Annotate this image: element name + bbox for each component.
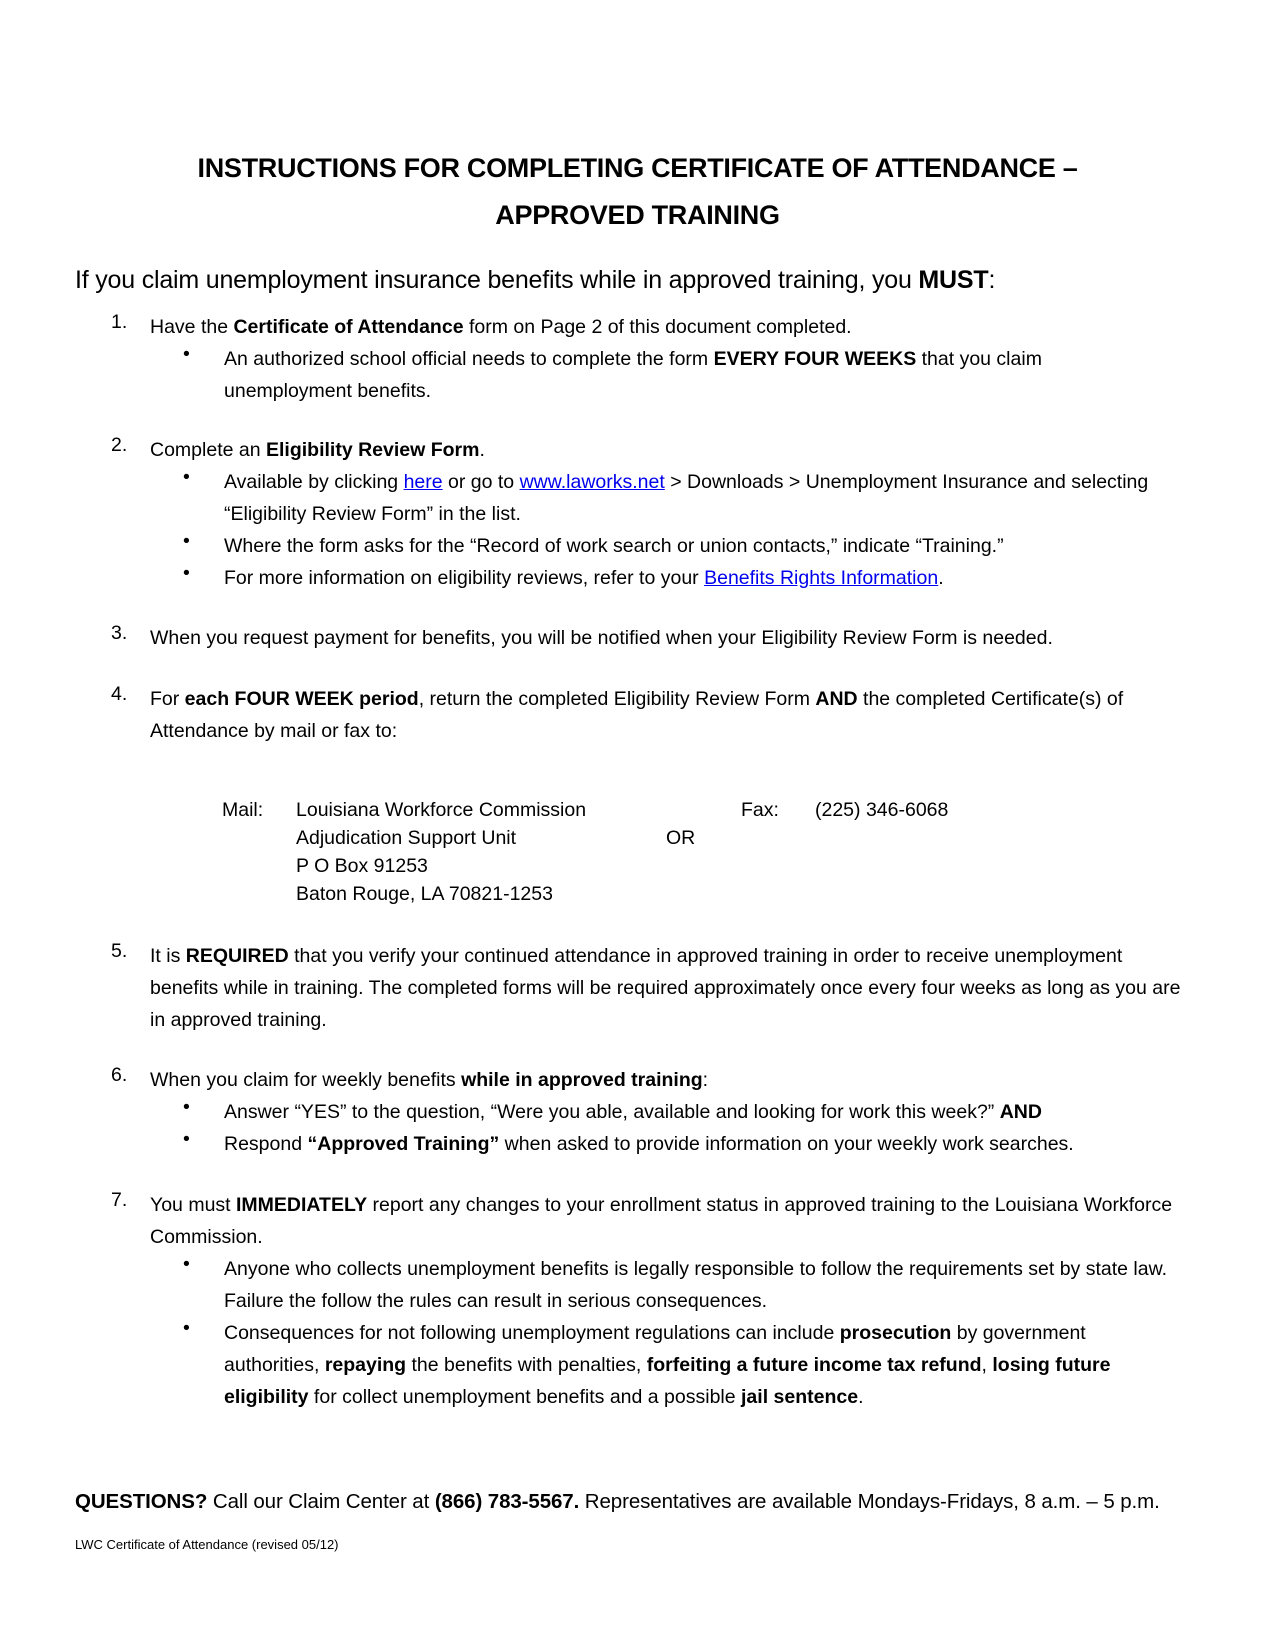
text-run: When you claim for weekly benefits xyxy=(150,1069,462,1091)
text-run: For xyxy=(150,688,185,710)
bold-run: while in approved training xyxy=(461,1069,703,1091)
text-run: that you claim unemployment benefits. xyxy=(224,348,1042,402)
bullet-icon: • xyxy=(183,343,190,365)
text-run: . xyxy=(858,1386,864,1408)
item-number: 1. xyxy=(111,311,128,333)
bullet-icon: • xyxy=(183,466,190,488)
item-number: 3. xyxy=(111,622,128,644)
or-separator: OR xyxy=(666,827,696,849)
text-run: An authorized school official needs to complete the form xyxy=(224,348,714,370)
title-line-1: INSTRUCTIONS FOR COMPLETING CERTIFICATE OF ATTENDANCE – xyxy=(197,153,1078,183)
text-run: Complete an xyxy=(150,439,266,461)
intro-before: If you claim unemployment insurance benefits while in approved training, you xyxy=(75,266,919,294)
intro-bold: MUST xyxy=(918,266,989,294)
bold-run: EVERY FOUR WEEKS xyxy=(713,348,917,370)
bullet-icon: • xyxy=(183,562,190,584)
intro-text xyxy=(75,266,995,295)
text-run: the benefits with penalties, xyxy=(406,1354,647,1376)
text-run: For more information on eligibility reviews, refer to your xyxy=(224,567,705,589)
bullet-icon: • xyxy=(183,1096,190,1118)
benefits-rights-link[interactable]: Benefits Rights Information xyxy=(704,567,939,589)
item-number: 5. xyxy=(111,940,128,962)
text-run: for collect unemployment benefits and a possible xyxy=(308,1386,742,1408)
item-text: When you request payment for benefits, you will be notified when your Eligibility Review Form is needed. xyxy=(150,627,1053,649)
bold-run: prosecution xyxy=(839,1322,952,1344)
bullet-text xyxy=(224,466,1174,530)
text-run: Have the xyxy=(150,316,234,338)
bold-run: Certificate of Attendance xyxy=(233,316,464,338)
text-run: Available by clicking xyxy=(224,471,404,493)
bullet-text xyxy=(224,1096,1174,1128)
bold-run: IMMEDIATELY xyxy=(236,1194,368,1216)
text-run: Consequences for not following unemployment regulations can include xyxy=(224,1322,840,1344)
bold-run: AND xyxy=(999,1101,1042,1123)
address-line: Baton Rouge, LA 70821-1253 xyxy=(296,883,553,905)
text-run: Call our Claim Center at xyxy=(207,1490,435,1513)
text-run: when asked to provide information on your weekly work searches. xyxy=(499,1133,1074,1155)
address-line: Adjudication Support Unit xyxy=(296,827,517,849)
text-run: form on Page 2 of this document completed. xyxy=(463,316,852,338)
bold-run: jail sentence xyxy=(741,1386,859,1408)
text-run: Answer “YES” to the question, “Were you able, available and looking for work this week?” xyxy=(224,1101,1000,1123)
document-title xyxy=(120,145,1155,239)
bullet-icon: • xyxy=(183,1253,190,1275)
bullet-text xyxy=(224,343,1174,407)
phone-number: (866) 783-5567. xyxy=(434,1490,580,1513)
address-line: Louisiana Workforce Commission xyxy=(296,799,587,821)
questions-line xyxy=(75,1490,1160,1514)
bullet-text xyxy=(224,1128,1174,1160)
item-number: 2. xyxy=(111,434,128,456)
intro-after: : xyxy=(988,266,996,294)
mail-label: Mail: xyxy=(222,799,264,821)
title-line-2: APPROVED TRAINING xyxy=(495,200,780,230)
item-text xyxy=(150,434,1185,466)
bold-run: AND xyxy=(815,688,858,710)
item-number: 7. xyxy=(111,1189,128,1211)
text-run: : xyxy=(702,1069,709,1091)
text-run: that you verify your continued attendance in approved training in order to receive unemployment benefits while in training. The completed forms will be required approximately once every four weeks as long as you are in approved training. xyxy=(150,945,1181,1031)
here-link[interactable]: here xyxy=(403,471,443,493)
bullet-text xyxy=(224,562,1174,594)
bullet-icon: • xyxy=(183,530,190,552)
text-run: > Downloads > Unemployment Insurance and selecting “Eligibility Review Form” in the list. xyxy=(224,471,1149,525)
laworks-link[interactable]: www.laworks.net xyxy=(519,471,665,493)
item-text xyxy=(150,940,1185,1036)
questions-label: QUESTIONS? xyxy=(75,1490,208,1513)
item-text xyxy=(150,683,1185,747)
item-text xyxy=(150,1189,1185,1253)
text-run: . xyxy=(938,567,944,589)
bold-run: repaying xyxy=(324,1354,407,1376)
text-run: report any changes to your enrollment status in approved training to the Louisiana Workforce Commission. xyxy=(150,1194,1173,1248)
bullet-text: Anyone who collects unemployment benefits is legally responsible to follow the requirements set by state law. Failure the follow the rules can result in serious consequences. xyxy=(224,1258,1167,1312)
fax-number: (225) 346-6068 xyxy=(815,799,949,821)
text-run: It is xyxy=(150,945,186,967)
address-line: P O Box 91253 xyxy=(296,855,428,877)
item-text xyxy=(150,1064,1185,1096)
text-run: You must xyxy=(150,1194,236,1216)
bold-run: each FOUR WEEK period xyxy=(184,688,419,710)
bullet-icon: • xyxy=(183,1317,190,1339)
text-run: by government authorities, xyxy=(224,1322,1086,1376)
bold-run: REQUIRED xyxy=(185,945,289,967)
bold-run: forfeiting a future income tax refund xyxy=(646,1354,982,1376)
text-run: Respond xyxy=(224,1133,308,1155)
page-footer: LWC Certificate of Attendance (revised 05/12) xyxy=(75,1537,339,1552)
fax-label: Fax: xyxy=(741,799,779,821)
bold-run: Eligibility Review Form xyxy=(265,439,480,461)
bullet-text xyxy=(224,1317,1174,1413)
bold-run: losing future eligibility xyxy=(224,1354,1111,1408)
item-number: 6. xyxy=(111,1064,128,1086)
bullet-icon: • xyxy=(183,1128,190,1150)
text-run: or go to xyxy=(442,471,520,493)
text-run: , xyxy=(981,1354,993,1376)
text-run: . xyxy=(479,439,485,461)
bold-run: “Approved Training” xyxy=(307,1133,500,1155)
text-run: the completed Certificate(s) of Attendance by mail or fax to: xyxy=(150,688,1124,742)
text-run: , return the completed Eligibility Review Form xyxy=(418,688,816,710)
item-text xyxy=(150,311,1185,343)
text-run: Representatives are available Mondays-Fridays, 8 a.m. – 5 p.m. xyxy=(579,1490,1160,1513)
item-number: 4. xyxy=(111,683,128,705)
bullet-text: Where the form asks for the “Record of work search or union contacts,” indicate “Training.” xyxy=(224,535,1004,557)
